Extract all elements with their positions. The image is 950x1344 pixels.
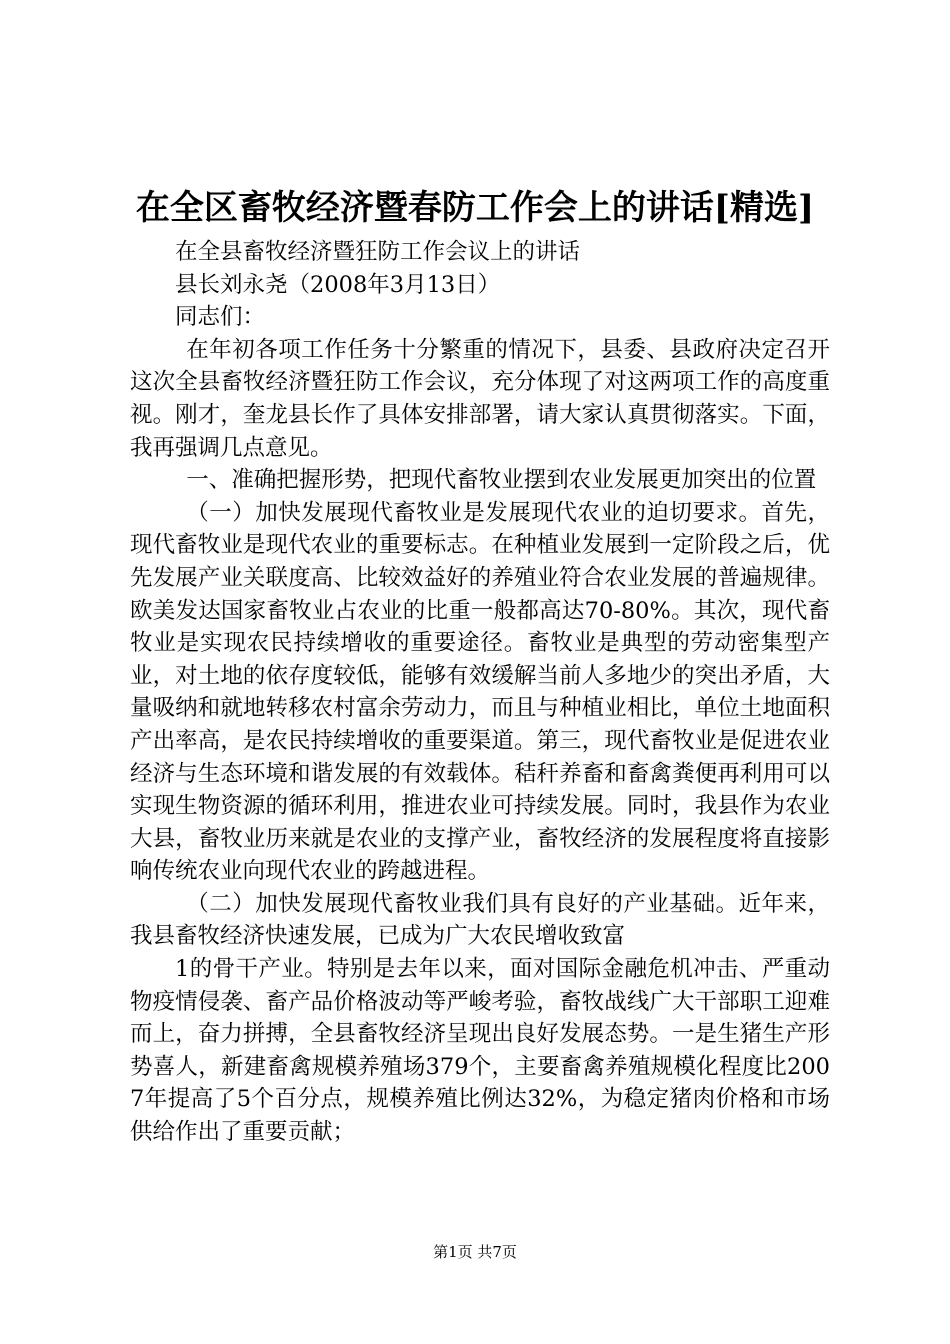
document-title: 在全区畜牧经济暨春防工作会上的讲话[精选] (135, 188, 815, 228)
body-paragraph: （二）加快发展现代畜牧业我们具有良好的产业基础。近年来，我县畜牧经济快速发展，已成为广大农民增收致富 (130, 890, 830, 950)
salutation: 同志们： (175, 304, 266, 331)
body-paragraph: （一）加快发展现代畜牧业是发展现代农业的迫切要求。首先，现代畜牧业是现代农业的重要标志。在种植业发展到一定阶段之后，优先发展产业关联度高、比较效益好的养殖业符合农业发展的普遍规律。欧美发达国家畜牧业占农业的比重一般都高达70-80%。其次，现代畜牧业是实现农民持续增收的重要途径。畜牧业是典型的劳动密集型产业，对土地的依存度较低，能够有效缓解当前人多地少的突出矛盾，大量吸纳和就地转移农村富余劳动力，而且与种植业相比，单位土地面积产出率高，是农民持续增收的重要渠道。第三，现代畜牧业是促进农业经济与生态环境和谐发展的有效载体。秸秆养畜和畜禽粪便再利用可以实现生物资源的循环利用，推进农业可持续发展。同时，我县作为农业大县，畜牧业历来就是农业的支撑产业，畜牧经济的发展程度将直接影响传统农业向现代农业的跨越进程。 (130, 499, 830, 885)
body-paragraph: 1的骨干产业。特别是去年以来，面对国际金融危机冲击、严重动物疫情侵袭、畜产品价格波动等严峻考验，畜牧战线广大干部职工迎难而上，奋力拼搏，全县畜牧经济呈现出良好发展态势。一是生猪生产形势喜人，新建畜禽规模养殖场379个，主要畜禽养殖规模化程度比2007年提高了5个百分点，规模养殖比例达32%，为稳定猪肉价格和市场供给作出了重要贡献； (130, 956, 830, 1146)
page-number-footer: 第1页 共7页 (433, 1243, 517, 1261)
section-heading: 一、准确把握形势，把现代畜牧业摆到农业发展更加突出的位置 (186, 467, 817, 494)
speech-heading: 在全县畜牧经济暨狂防工作会议上的讲话 (175, 239, 581, 265)
document-body (130, 236, 830, 1149)
speaker-line: 县长刘永尧（2008年3月13日） (175, 271, 501, 298)
body-paragraph: 在年初各项工作任务十分繁重的情况下，县委、县政府决定召开这次全县畜牧经济暨狂防工作会议，充分体现了对这两项工作的高度重视。刚才，奎龙县长作了具体安排部署，请大家认真贯彻落实。下面，我再强调几点意见。 (130, 336, 830, 461)
